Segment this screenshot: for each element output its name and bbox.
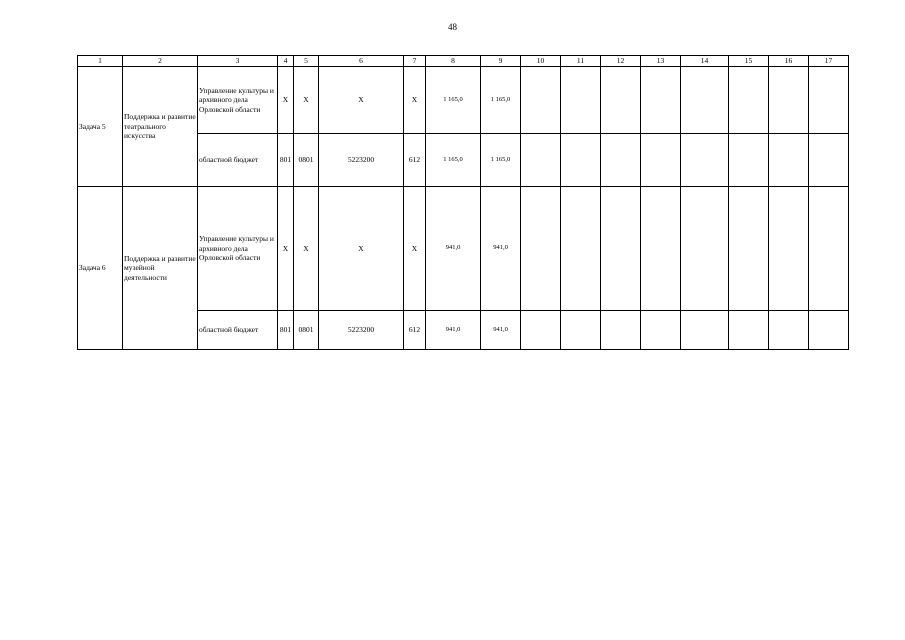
code-cell: Х <box>278 187 294 311</box>
header-cell: 15 <box>729 56 769 67</box>
header-cell: 7 <box>404 56 426 67</box>
header-cell: 16 <box>769 56 809 67</box>
header-cell: 3 <box>198 56 278 67</box>
code-cell: 5223200 <box>319 134 404 187</box>
empty-cell <box>769 311 809 350</box>
header-cell: 14 <box>681 56 729 67</box>
empty-cell <box>641 67 681 134</box>
header-cell: 13 <box>641 56 681 67</box>
amount-cell: 941,0 <box>481 311 521 350</box>
header-cell: 2 <box>123 56 198 67</box>
empty-cell <box>561 67 601 134</box>
amount-cell: 1 165,0 <box>426 67 481 134</box>
code-cell: Х <box>404 187 426 311</box>
code-cell: 801 <box>278 134 294 187</box>
table-row <box>78 187 849 311</box>
empty-cell <box>681 67 729 134</box>
activity-name: Поддержка и развитие театрального искусства <box>123 67 198 187</box>
empty-cell <box>521 187 561 311</box>
amount-cell: 941,0 <box>426 187 481 311</box>
empty-cell <box>561 311 601 350</box>
empty-cell <box>521 311 561 350</box>
empty-cell <box>729 187 769 311</box>
executor-cell: областной бюджет <box>198 311 278 350</box>
header-cell: 10 <box>521 56 561 67</box>
amount-cell: 1 165,0 <box>481 134 521 187</box>
code-cell: 801 <box>278 311 294 350</box>
empty-cell <box>641 311 681 350</box>
table-row <box>78 67 849 134</box>
budget-table <box>77 55 849 350</box>
executor-cell: областной бюджет <box>198 134 278 187</box>
header-cell: 8 <box>426 56 481 67</box>
task-label: Задача 6 <box>78 187 123 350</box>
empty-cell <box>681 187 729 311</box>
code-cell: 0801 <box>294 311 319 350</box>
empty-cell <box>729 311 769 350</box>
empty-cell <box>601 311 641 350</box>
code-cell: 612 <box>404 311 426 350</box>
amount-cell: 941,0 <box>481 187 521 311</box>
code-cell: 612 <box>404 134 426 187</box>
header-cell: 6 <box>319 56 404 67</box>
code-cell: 0801 <box>294 134 319 187</box>
code-cell: Х <box>404 67 426 134</box>
activity-name: Поддержка и развитие музейной деятельности <box>123 187 198 350</box>
empty-cell <box>601 134 641 187</box>
amount-cell: 941,0 <box>426 311 481 350</box>
empty-cell <box>561 134 601 187</box>
header-cell: 5 <box>294 56 319 67</box>
header-cell: 1 <box>78 56 123 67</box>
empty-cell <box>769 67 809 134</box>
header-cell: 4 <box>278 56 294 67</box>
empty-cell <box>769 187 809 311</box>
code-cell: Х <box>319 187 404 311</box>
code-cell: Х <box>294 187 319 311</box>
empty-cell <box>809 134 849 187</box>
header-cell: 17 <box>809 56 849 67</box>
empty-cell <box>681 311 729 350</box>
empty-cell <box>681 134 729 187</box>
header-row <box>78 56 849 67</box>
empty-cell <box>561 187 601 311</box>
empty-cell <box>809 187 849 311</box>
code-cell: Х <box>278 67 294 134</box>
header-cell: 11 <box>561 56 601 67</box>
empty-cell <box>521 67 561 134</box>
header-cell: 9 <box>481 56 521 67</box>
empty-cell <box>809 311 849 350</box>
empty-cell <box>769 134 809 187</box>
executor-cell: Управление культуры и архивного дела Орловской области <box>198 187 278 311</box>
empty-cell <box>641 134 681 187</box>
page-number: 48 <box>448 22 457 32</box>
code-cell: Х <box>294 67 319 134</box>
empty-cell <box>601 187 641 311</box>
code-cell: Х <box>319 67 404 134</box>
task-label: Задача 5 <box>78 67 123 187</box>
header-cell: 12 <box>601 56 641 67</box>
empty-cell <box>641 187 681 311</box>
code-cell: 5223200 <box>319 311 404 350</box>
amount-cell: 1 165,0 <box>426 134 481 187</box>
empty-cell <box>601 67 641 134</box>
empty-cell <box>729 134 769 187</box>
empty-cell <box>729 67 769 134</box>
empty-cell <box>809 67 849 134</box>
empty-cell <box>521 134 561 187</box>
amount-cell: 1 165,0 <box>481 67 521 134</box>
executor-cell: Управление культуры и архивного дела Орловской области <box>198 67 278 134</box>
